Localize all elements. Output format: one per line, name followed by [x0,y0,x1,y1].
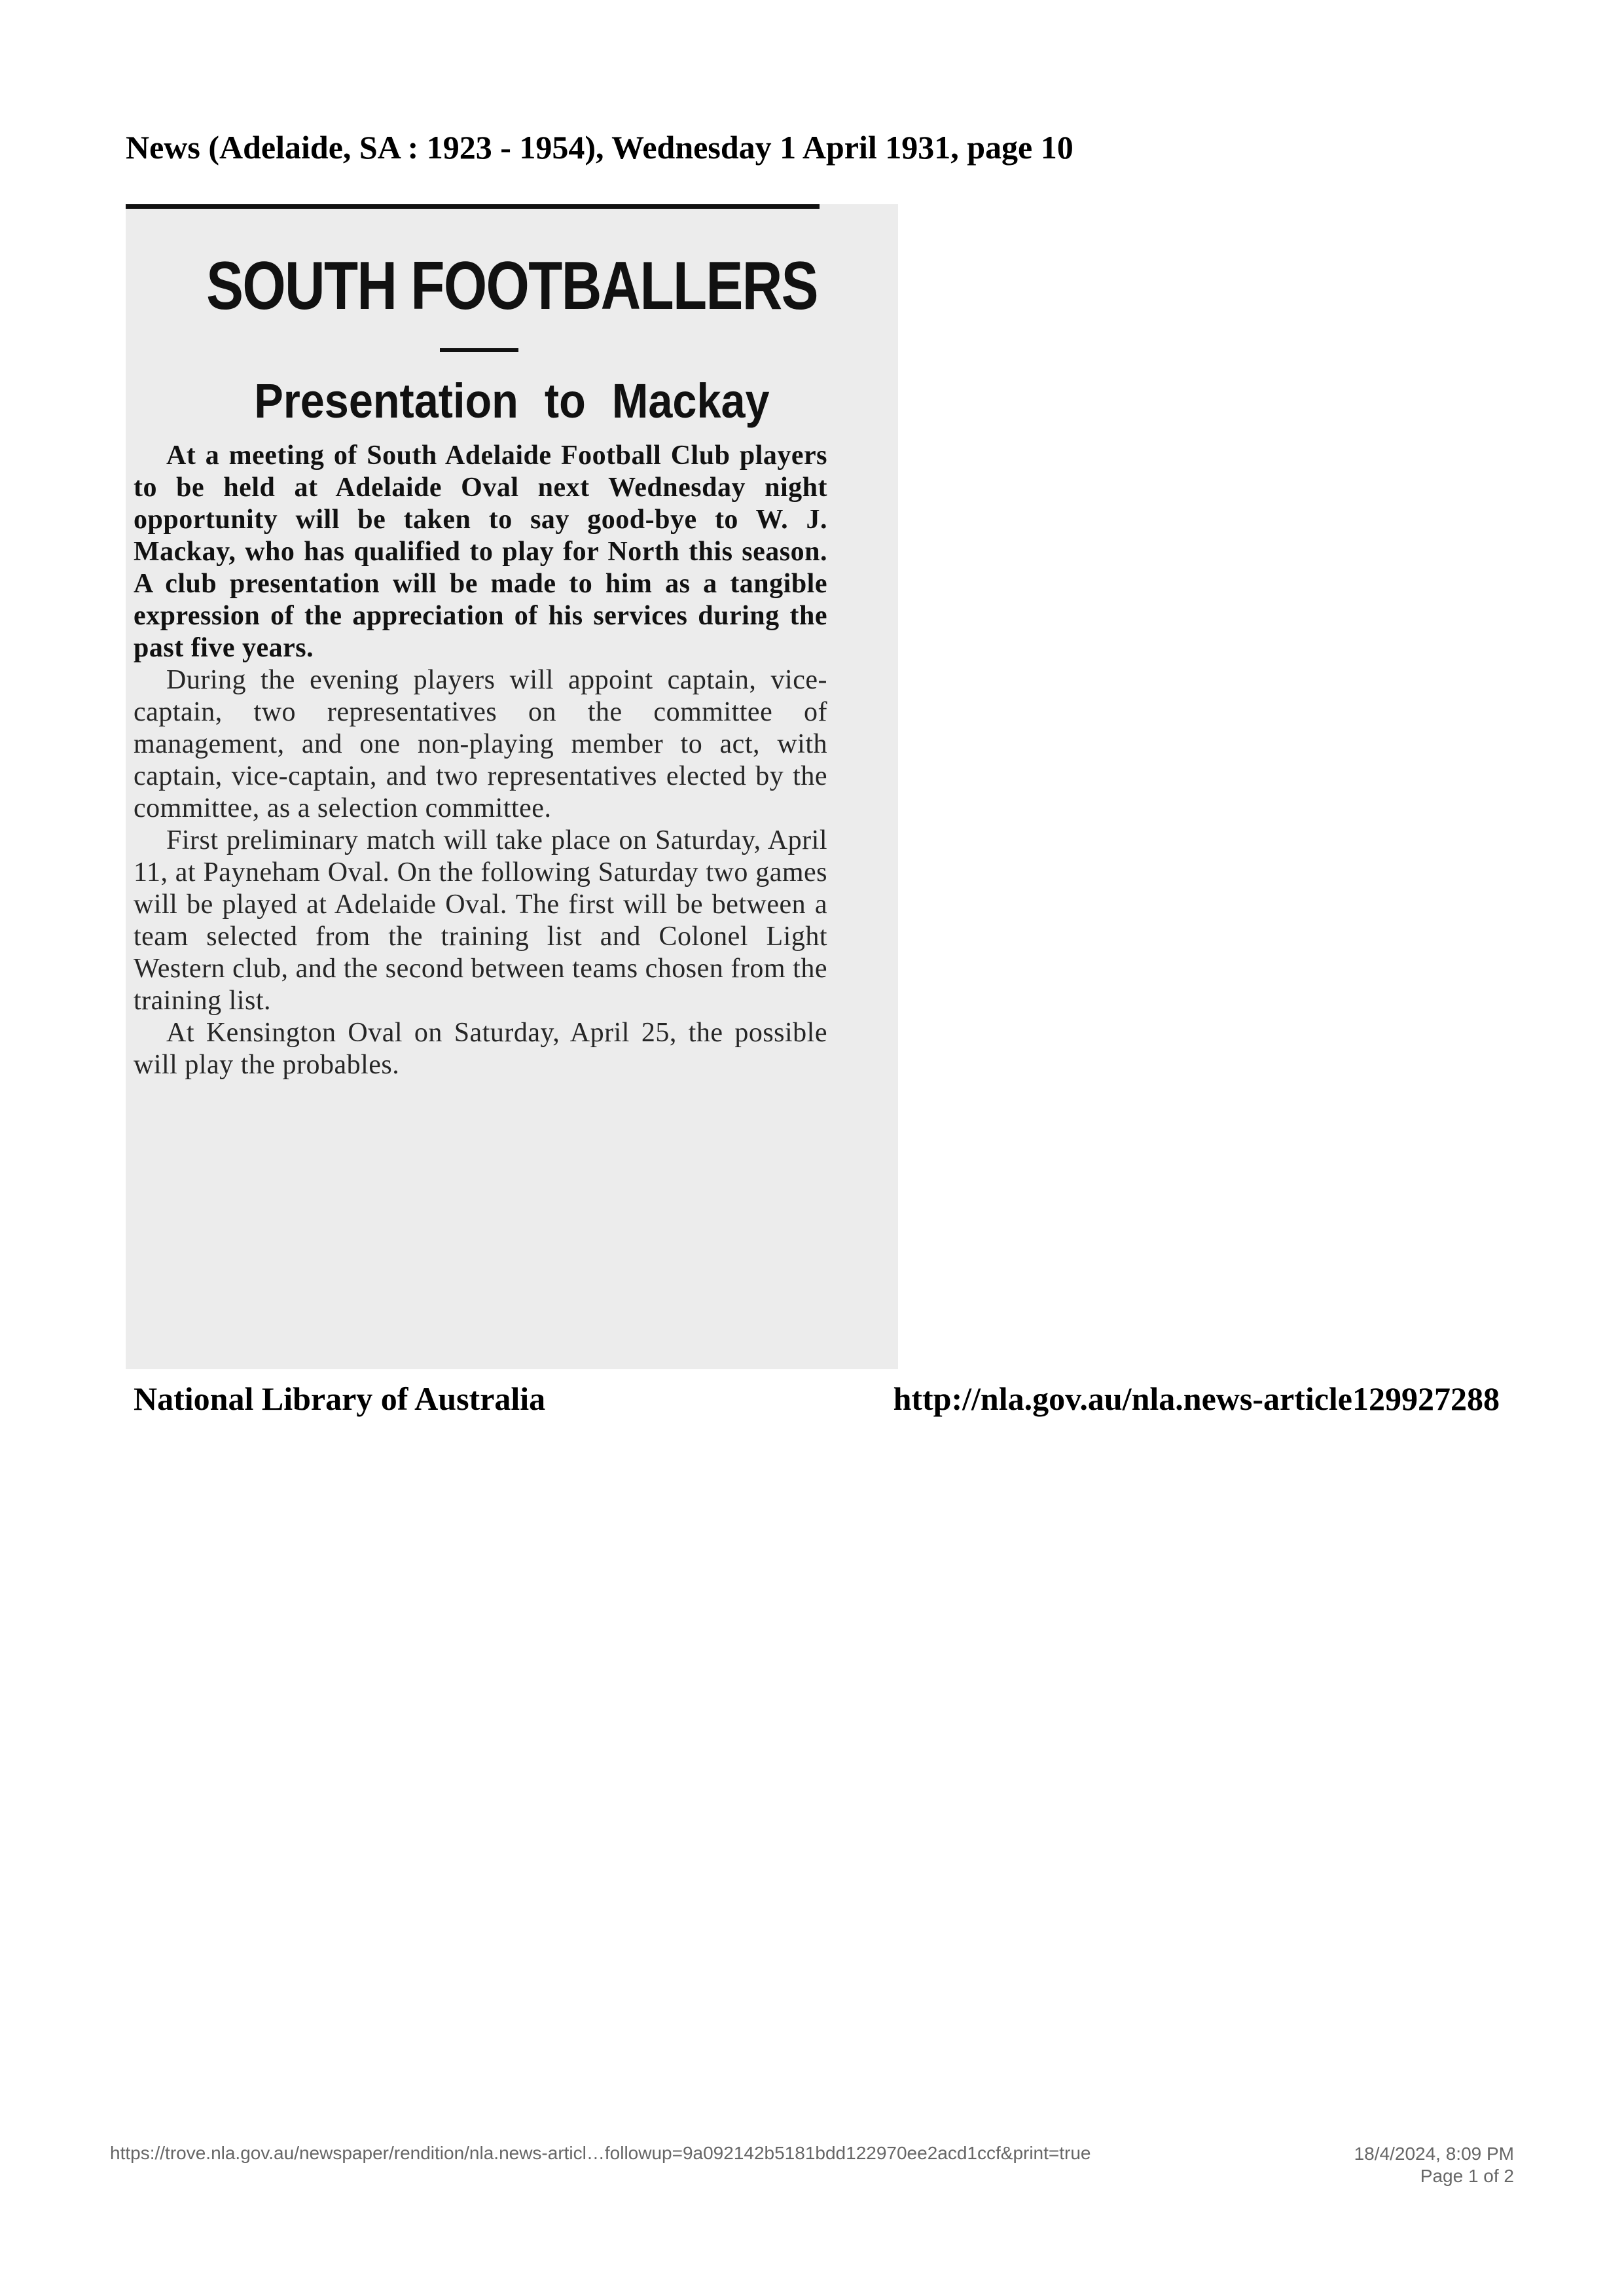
source-library: National Library of Australia [134,1380,546,1417]
paragraph-3: First preliminary match will take place on Saturday, April 11, at Payneham Oval. On the following Saturday two games will be played at Adelaide Oval. The first will be between a team selected from the training list and Colonel Light Western club, and the second between teams chosen from the training list. [134,825,827,1016]
print-datetime: 18/4/2024, 8:09 PM [1354,2144,1514,2164]
page-number: Page 1 of 2 [1420,2166,1514,2186]
article-permalink[interactable]: http://nla.gov.au/nla.news-article129927288 [893,1380,1500,1417]
article-citation: News (Adelaide, SA : 1923 - 1954), Wednesday 1 April 1931, page 10 [126,129,1074,166]
headline-divider [440,348,518,352]
top-rule [126,204,820,209]
headline: SOUTH FOOTBALLERS [206,248,818,324]
newspaper-clipping [126,204,898,1369]
paragraph-1: At a meeting of South Adelaide Football Club players to be held at Adelaide Oval next Wednesday night opportunity will be taken to say good-bye to W. J. Mackay, who has qualified to play for North this season. A club presentation will be made to him as a tangible expression of the appreciation of his services during the past five years. [134,440,827,663]
subheadline: Presentation to Mackay [254,374,770,428]
print-page-url: https://trove.nla.gov.au/newspaper/rendition/nla.news-articl…followup=9a092142b5181bdd122970ee2acd1ccf&print=true [110,2143,1091,2163]
paragraph-4: At Kensington Oval on Saturday, April 25, the possible will play the probables. [134,1018,827,1080]
article-body [134,440,827,1081]
print-meta [1354,2143,1514,2187]
paragraph-2: During the evening players will appoint captain, vice-captain, two representatives on the committee of management, and one non-playing member to act, with captain, vice-captain, and two representatives elected by the committee, as a selection committee. [134,665,827,823]
